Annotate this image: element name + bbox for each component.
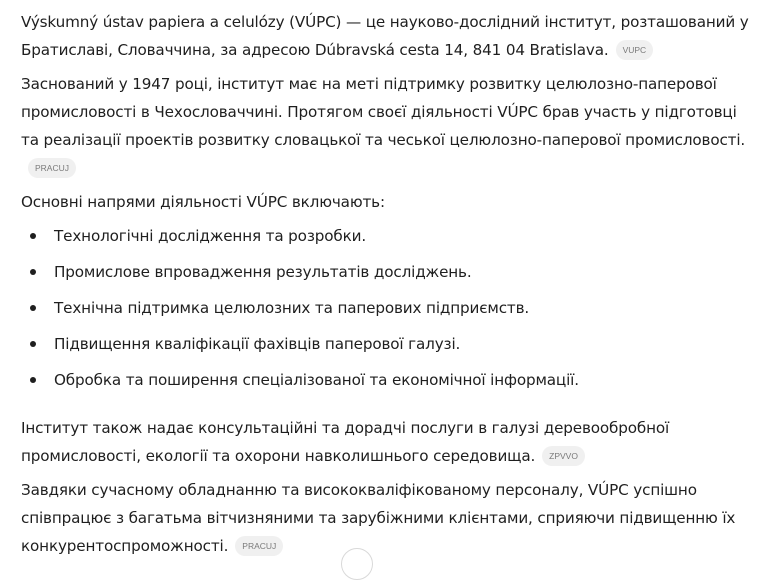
paragraph-text: Výskumný ústav papiera a celulózy (VÚPC) — це науково-дослідний інститут, розташований у Братиславі, Словаччина, за адресою Dúbravská cesta 14, 841 04 Bratislava. <box>21 13 749 59</box>
list-item-text: Технічна підтримка целюлозних та паперових підприємств. <box>54 299 530 317</box>
paragraph-text: Завдяки сучасному обладнанню та висококваліфікованому персоналу, VÚPC успішно співпрацює з багатьма вітчизняними та зарубіжними клієнтами, сприяючи підвищенню їх конкурентоспроможності. <box>21 481 736 555</box>
paragraph-intro <box>21 8 753 64</box>
list-item <box>21 222 753 258</box>
bullet-icon <box>30 305 36 311</box>
list-item <box>21 330 753 366</box>
list-intro: Основні напрями діяльності VÚPC включають: <box>21 193 385 211</box>
list-item <box>21 294 753 330</box>
list-item-text: Технологічні дослідження та розробки. <box>54 227 367 245</box>
paragraph-history <box>21 70 753 182</box>
answer-content <box>21 8 753 566</box>
source-citation-badge[interactable]: ZPVVO <box>542 446 585 466</box>
paragraph-text: Інститут також надає консультаційні та дорадчі послуги в галузі деревообробної промисловості, екології та охорони навколишнього середовища. <box>21 419 670 465</box>
source-citation-badge[interactable]: PRACUJ <box>235 536 283 556</box>
list-item <box>21 366 753 402</box>
source-citation-badge[interactable]: PRACUJ <box>28 158 76 178</box>
activities-list <box>21 222 753 402</box>
scroll-down-button[interactable] <box>341 548 373 580</box>
bullet-icon <box>30 341 36 347</box>
bullet-icon <box>30 377 36 383</box>
paragraph-cooperation <box>21 476 753 560</box>
bullet-icon <box>30 269 36 275</box>
bullet-icon <box>30 233 36 239</box>
source-citation-badge[interactable]: VUPC <box>616 40 654 60</box>
list-item-text: Промислове впровадження результатів досліджень. <box>54 263 472 281</box>
paragraph-text: Заснований у 1947 році, інститут має на меті підтримку розвитку целюлозно-паперової промисловості в Чехословаччині. Протягом своєї діяльності VÚPC брав участь у підготовці та реалізації проектів розвитку словацької та чеської целюлозно-паперової промисловості. <box>21 75 746 149</box>
list-item-text: Підвищення кваліфікації фахівців паперової галузі. <box>54 335 461 353</box>
list-item <box>21 258 753 294</box>
list-item-text: Обробка та поширення спеціалізованої та економічної інформації. <box>54 371 579 389</box>
paragraph-services <box>21 414 753 470</box>
